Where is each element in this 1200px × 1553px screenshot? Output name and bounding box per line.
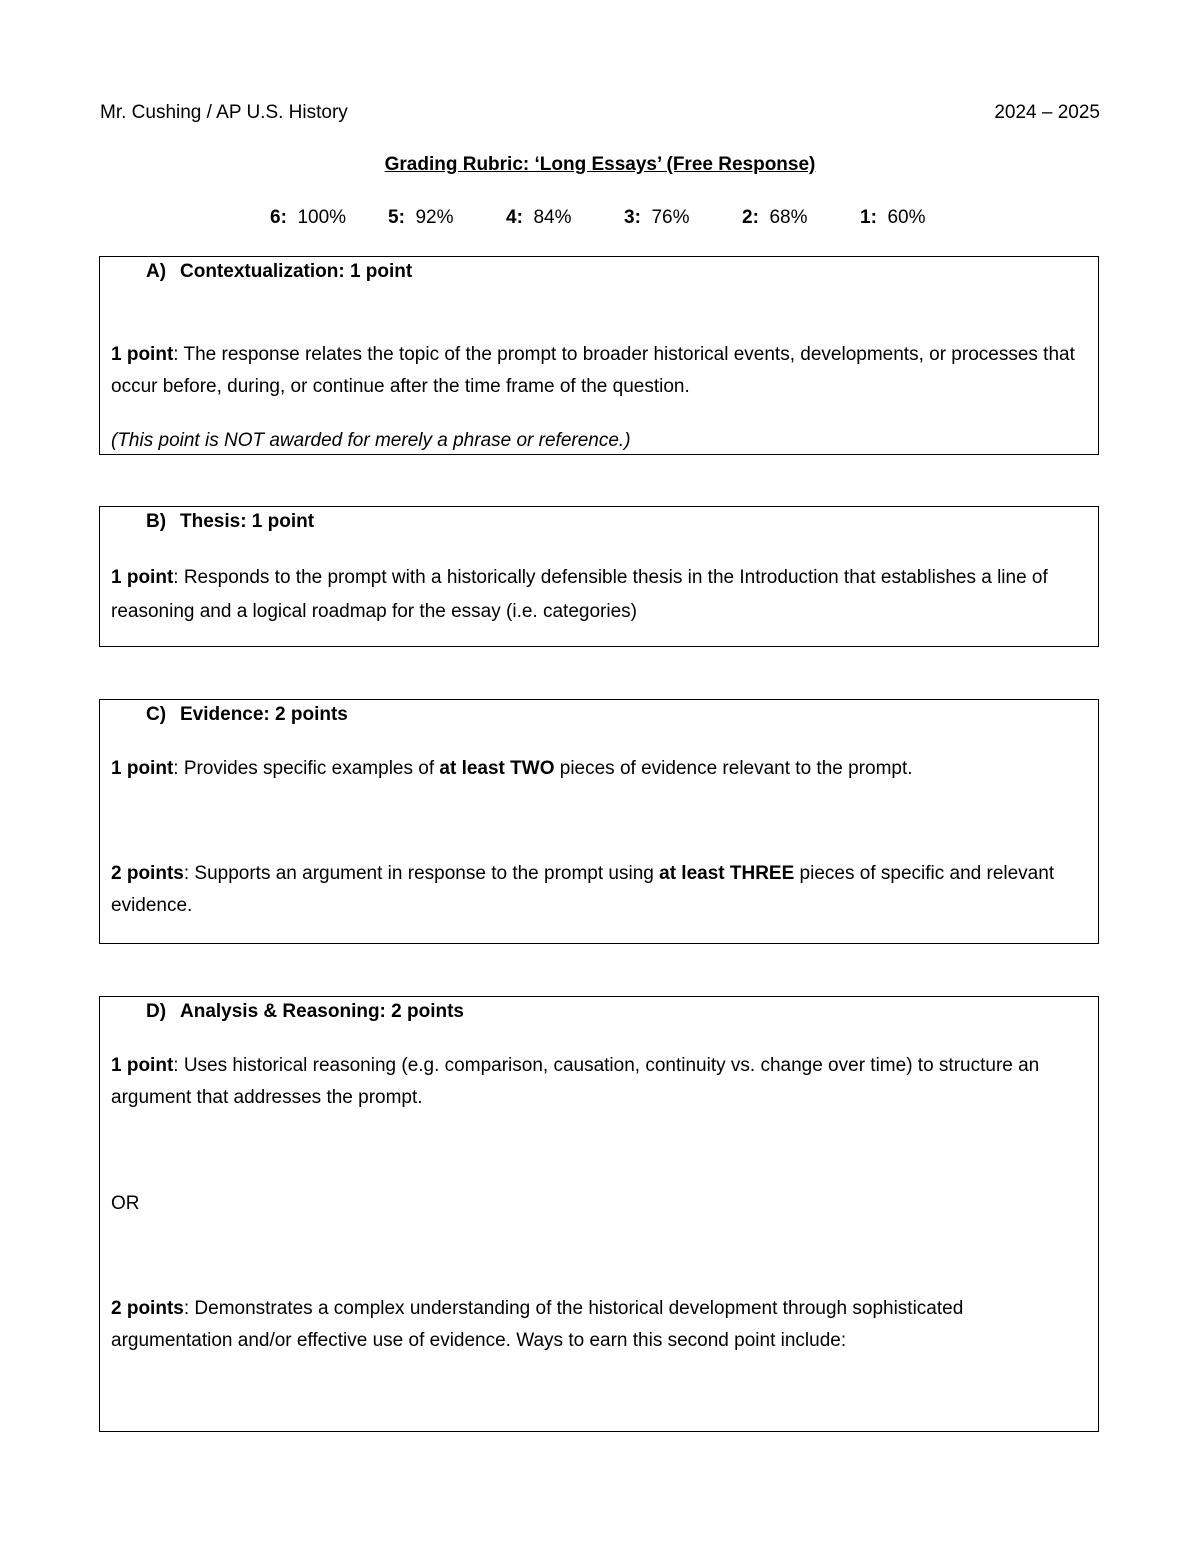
section-heading: D) Analysis & Reasoning: 2 points	[146, 1001, 464, 1022]
criterion-text: 1 point: Provides specific examples of at least TWO pieces of evidence relevant to the prompt.	[111, 758, 913, 779]
criterion-text: 1 point: Uses historical reasoning (e.g. comparison, causation, continuity vs. change over time) to structure an argument that addresses the prompt.	[111, 1055, 1040, 1108]
scale-item: 4: 84%	[506, 207, 572, 228]
scale-item: 2: 68%	[742, 207, 808, 228]
scale-item: 1: 60%	[860, 207, 926, 228]
criterion-text: 2 points: Supports an argument in response to the prompt using at least THREE pieces of specific and relevant evidence.	[111, 863, 1055, 916]
score-scale	[0, 207, 1200, 229]
criterion-text: 1 point: The response relates the topic of the prompt to broader historical events, developments, or processes that occur before, during, or continue after the time frame of the question.	[111, 344, 1075, 397]
section-thesis	[99, 506, 1099, 647]
scale-item: 3: 76%	[624, 207, 690, 228]
criterion-text: 2 points: Demonstrates a complex understanding of the historical development through sophisticated argumentation and/or effective use of evidence. Ways to earn this second point include:	[111, 1298, 964, 1351]
section-analysis-reasoning	[99, 996, 1099, 1432]
section-heading: A) Contextualization: 1 point	[146, 261, 413, 282]
section-heading: C) Evidence: 2 points	[146, 704, 348, 725]
section-evidence	[99, 699, 1099, 944]
header-teacher-course: Mr. Cushing / AP U.S. History	[100, 102, 348, 123]
scale-item: 6: 100%	[270, 207, 347, 228]
header-school-year: 2024 – 2025	[994, 102, 1100, 123]
page-title: Grading Rubric: ‘Long Essays’ (Free Response)	[384, 154, 816, 175]
criterion-note: (This point is NOT awarded for merely a phrase or reference.)	[111, 430, 631, 451]
criterion-text: 1 point: Responds to the prompt with a historically defensible thesis in the Introduction that establishes a line of reasoning and a logical roadmap for the essay (i.e. categories)	[111, 567, 1048, 622]
scale-item: 5: 92%	[388, 207, 454, 228]
section-contextualization	[99, 256, 1099, 455]
or-separator: OR	[111, 1193, 140, 1214]
section-heading: B) Thesis: 1 point	[146, 511, 315, 532]
